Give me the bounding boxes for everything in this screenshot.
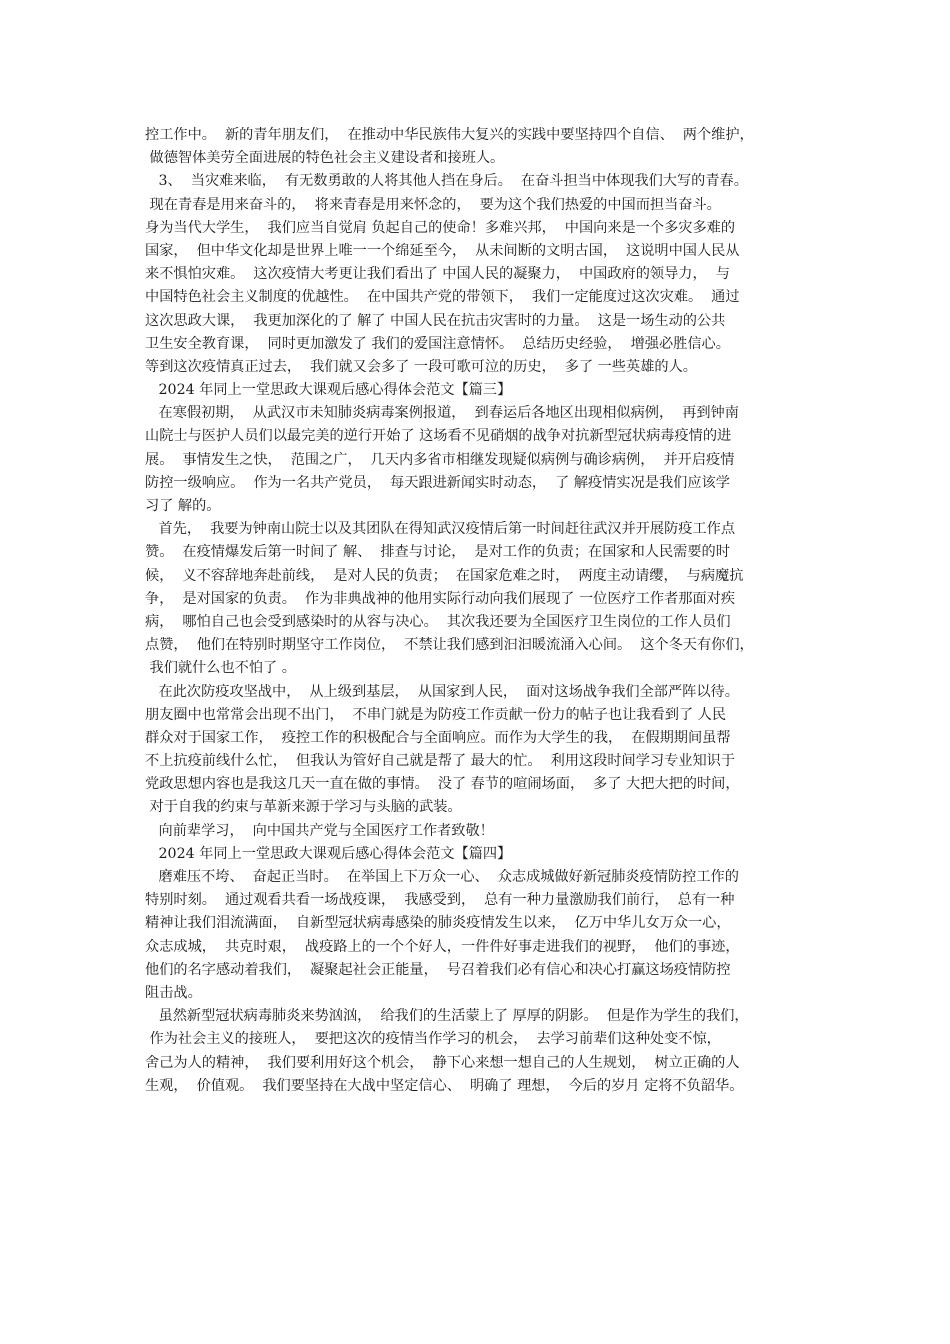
text-line: 等到这次疫情真正过去， 我们就又会多了 一段可歌可泣的历史， 多了 一些英雄的人。 bbox=[145, 358, 697, 375]
text-line: 控工作中。 新的青年朋友们， 在推动中华民族伟大复兴的实践中要坚持四个自信、 两个维护， bbox=[145, 127, 754, 143]
text-line: 2024 年同上一堂思政大课观后感心得体会范文【篇四】 bbox=[145, 845, 512, 862]
text-line: 对于自我的约束与革新来源于学习与头脑的武装。 bbox=[145, 799, 462, 816]
text-line: 现在青春是用来奋斗的， 将来青春是用来怀念的， 要为这个我们热爱的中国而担当奋斗。 bbox=[145, 196, 721, 213]
text-line: 在此次防疫攻坚战中， 从上级到基层， 从国家到人民， 面对这场战争我们全部严阵以待。 bbox=[145, 683, 739, 700]
text-line: 舍己为人的精神， 我们要利用好这个机会， 静下心来想一想自己的人生规划， 树立正确的人 bbox=[145, 1054, 740, 1071]
text-line: 群众对于国家工作， 疫控工作的积极配合与全面响应。而作为大学生的我， 在假期期间虽帮 bbox=[145, 729, 731, 746]
text-line: 他们的名字感动着我们， 凝聚起社会正能量， 号召着我们必有信心和决心打赢这场疫情防控 bbox=[145, 961, 731, 978]
text-line: 作为社会主义的接班人， 要把这次的疫情当作学习的机会， 去学习前辈们这种处变不惊， bbox=[145, 1031, 721, 1048]
text-line: 党政思想内容也是我这几天一直在做的事情。 没了 春节的喧闹场面， 多了 大把大把的时间， bbox=[145, 776, 740, 793]
text-line: 身为当代大学生， 我们应当自觉肩 负起自己的使命！多难兴邦， 中国向来是一个多灾多难的 bbox=[145, 219, 736, 236]
text-line: 生观， 价值观。 我们要坚持在大战中坚定信心、 明确了 理想， 今后的岁月 定将不负韶华。 bbox=[145, 1077, 744, 1094]
text-line: 众志成城， 共克时艰， 战疫路上的一个个好人，一件件好事走进我们的视野， 他们的事迹， bbox=[145, 938, 740, 955]
text-line: 在寒假初期， 从武汉市未知肺炎病毒案例报道， 到春运后各地区出现相似病例， 再到钟南 bbox=[145, 405, 739, 422]
text-line: 这次思政大课， 我更加深化的了 解了 中国人民在抗击灾害时的力量。 这是一场生动的公共 bbox=[145, 312, 726, 329]
text-line: 3、 当灾难来临， 有无数勇敢的人将其他人挡在身后。 在奋斗担当中体现我们大写的青春。 bbox=[145, 173, 748, 190]
text-line: 争， 是对国家的负责。 作为非典战神的他用实际行动向我们展现了 一位医疗工作者那面对疾 bbox=[145, 590, 736, 607]
text-line: 习了 解的。 bbox=[145, 498, 221, 514]
text-line: 来不惧怕灾难。 这次疫情大考更让我们看出了 中国人民的凝聚力， 中国政府的领导力， 与 bbox=[145, 266, 730, 283]
text-line: 防控一级响应。 作为一名共产党员， 每天跟进新闻实时动态， 了 解疫情实况是我们应该学 bbox=[145, 474, 730, 491]
text-line: 虽然新型冠状病毒肺炎来势汹汹， 给我们的生活蒙上了 厚厚的阴影。 但是作为学生的我们， bbox=[145, 1008, 749, 1025]
text-line: 磨难压不垮、 奋起正当时。 在举国上下万众一心、 众志成城做好新冠肺炎疫情防控工作的 bbox=[145, 869, 739, 885]
text-line: 展。 事情发生之快， 范围之广， 几天内多省市相继发现疑似病例与确诊病例， 并开启疫情 bbox=[145, 451, 735, 468]
text-line: 候， 义不容辞地奔赴前线， 是对人民的负责； 在国家危难之时， 两度主动请缨， 与病魔抗 bbox=[145, 567, 744, 584]
text-line: 点赞， 他们在特别时期坚守工作岗位， 不禁让我们感到汩汩暖流涌入心间。 这个冬天有你们， bbox=[145, 637, 754, 654]
text-line: 阻击战。 bbox=[145, 984, 202, 1001]
document-body bbox=[145, 124, 815, 1098]
text-line: 首先， 我要为钟南山院士以及其团队在得知武汉疫情后第一时间赶往武汉并开展防疫工作点 bbox=[145, 521, 736, 538]
text-line: 2024 年同上一堂思政大课观后感心得体会范文【篇三】 bbox=[145, 382, 512, 399]
text-line: 赞。 在疫情爆发后第一时间了 解、 排查与讨论， 是对工作的负责；在国家和人民需要的时 bbox=[145, 544, 730, 561]
text-line: 特别时刻。 通过观看共看一场战疫课， 我感受到， 总有一种力量激励我们前行， 总有一种 bbox=[145, 892, 735, 909]
text-line: 中国特色社会主义制度的优越性。 在中国共产党的带领下， 我们一定能度过这次灾难。 通过 bbox=[145, 289, 740, 306]
text-line: 山院士与医护人员们以最完美的逆行开始了 这场看不见硝烟的战争对抗新型冠状病毒疫情的进 bbox=[145, 428, 732, 445]
text-line: 卫生安全教育课， 同时更加激发了 我们的爱国注意情怀。 总结历史经验， 增强必胜信心。 bbox=[145, 335, 730, 352]
text-line: 病， 哪怕自己也会受到感染时的从容与决心。 其次我还要为全国医疗卫生岗位的工作人员们 bbox=[145, 613, 731, 630]
text-line: 精神让我们泪流满面， 自新型冠状病毒感染的肺炎疫情发生以来， 亿万中华儿女万众一心， bbox=[145, 915, 731, 932]
text-line: 我们就什么也不怕了 。 bbox=[145, 660, 296, 677]
text-line: 做德智体美劳全面进展的特色社会主义建设者和接班人。 bbox=[145, 150, 505, 167]
text-line: 不上抗疫前线什么忙， 但我认为管好自己就是帮了 最大的忙。 利用这段时间学习专业知识于 bbox=[145, 753, 736, 770]
text-line: 向前辈学习， 向中国共产党与全国医疗工作者致敬！ bbox=[145, 822, 494, 839]
text-line: 国家， 但中华文化却是世界上唯一一个绵延至今， 从未间断的文明古国， 这说明中国人民从 bbox=[145, 242, 740, 259]
text-line: 朋友圈中也常常会出现不出门， 不串门就是为防疫工作贡献一份力的帖子也让我看到了 人民 bbox=[145, 706, 727, 723]
